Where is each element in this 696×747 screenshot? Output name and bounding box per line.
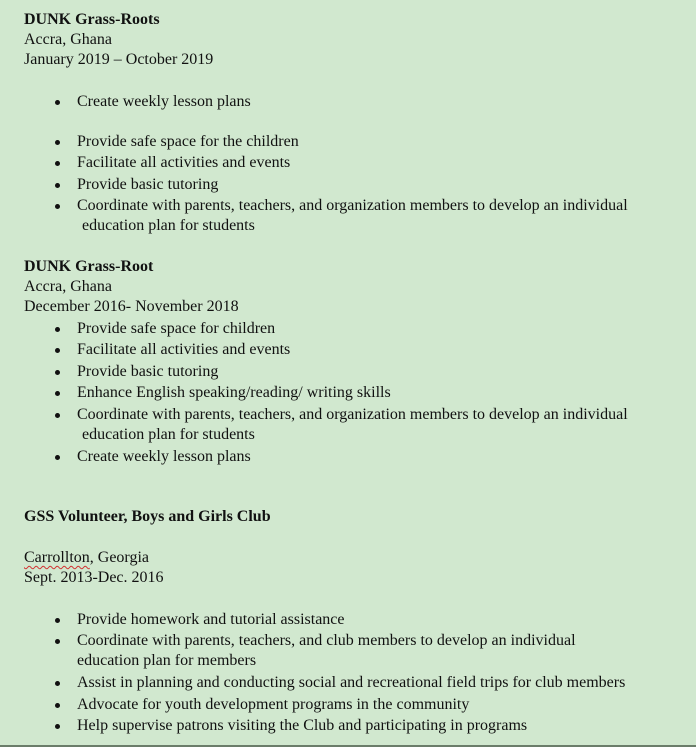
list-item: Coordinate with parents, teachers, and organization members to develop an individual education plan for students: [24, 405, 689, 447]
job-location: Accra, Ghana: [24, 278, 112, 295]
list-item: Coordinate with parents, teachers, and organization members to develop an individual education plan for students: [24, 196, 689, 236]
job-entry: [24, 257, 689, 317]
job-bullets: [24, 319, 689, 467]
bullet-icon: [55, 161, 60, 166]
bullet-icon: [55, 681, 60, 686]
list-item: Advocate for youth development programs in the community: [24, 695, 689, 716]
list-item: Facilitate all activities and events: [24, 340, 689, 362]
bullet-icon: [55, 455, 60, 460]
list-item: Create weekly lesson plans: [24, 92, 689, 112]
list-item: Help supervise patrons visiting the Club and participating in programs: [24, 716, 689, 736]
job-title: DUNK Grass-Root: [24, 258, 154, 275]
job-entry: [24, 10, 689, 70]
list-item: Enhance English speaking/reading/ writing skills: [24, 383, 689, 405]
bullet-icon: [55, 703, 60, 708]
bullet-icon: [55, 327, 60, 332]
list-item: Provide homework and tutorial assistance: [24, 610, 689, 631]
bullet-icon: [55, 724, 60, 729]
job-location: Accra, Ghana: [24, 31, 112, 48]
bullet-icon: [55, 618, 60, 623]
job-entry-details: [24, 548, 689, 588]
bullet-icon: [55, 100, 60, 105]
list-item: Assist in planning and conducting social and recreational field trips for club members: [24, 673, 689, 695]
job-title: GSS Volunteer, Boys and Girls Club: [24, 508, 271, 525]
job-title: DUNK Grass-Roots: [24, 11, 160, 28]
list-item: Provide safe space for children: [24, 319, 689, 340]
list-item: Provide safe space for the children: [24, 132, 689, 153]
list-item: Provide basic tutoring: [24, 362, 689, 383]
bullet-icon: [55, 183, 60, 188]
list-item: Provide basic tutoring: [24, 175, 689, 196]
job-bullets: [24, 610, 689, 736]
job-location: Carrollton, Georgia: [24, 549, 150, 566]
bullet-icon: [55, 204, 60, 209]
list-item: Coordinate with parents, teachers, and club members to develop an individual education plan for members: [24, 631, 689, 673]
job-entry: [24, 507, 689, 527]
bullet-icon: [55, 140, 60, 145]
bullet-icon: [55, 348, 60, 353]
job-bullets: [24, 132, 689, 236]
list-item: Create weekly lesson plans: [24, 447, 689, 467]
bullet-icon: [55, 370, 60, 375]
list-item: Facilitate all activities and events: [24, 153, 689, 175]
bullet-icon: [55, 413, 60, 418]
job-dates: December 2016- November 2018: [24, 298, 239, 315]
job-bullets: [24, 92, 689, 112]
job-dates: Sept. 2013-Dec. 2016: [24, 569, 164, 586]
bullet-icon: [55, 639, 60, 644]
spellcheck-word[interactable]: Carrollton: [24, 549, 90, 566]
bullet-icon: [55, 391, 60, 396]
job-dates: January 2019 – October 2019: [24, 51, 214, 68]
